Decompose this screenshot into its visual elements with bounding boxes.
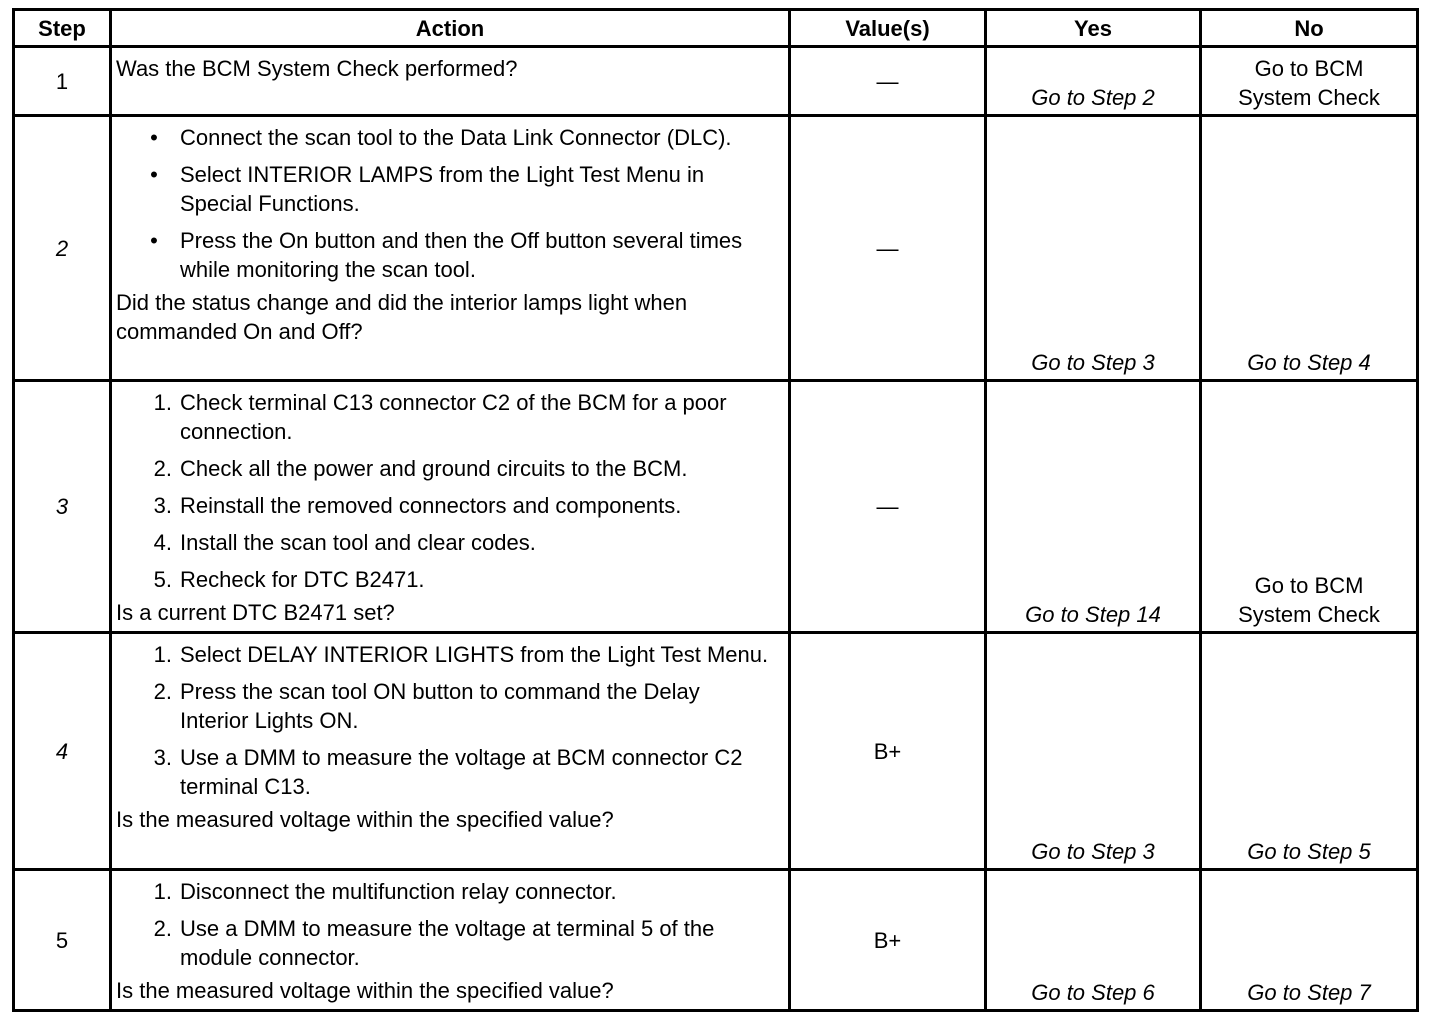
no-result-line1: Go to BCM	[1254, 56, 1364, 81]
no-result-line1: Go to BCM	[1254, 573, 1364, 598]
list-item-text: Recheck for DTC B2471.	[180, 567, 425, 592]
bullet-marker: •	[150, 125, 158, 150]
action-list	[116, 877, 774, 972]
table-row	[14, 116, 1418, 381]
no-cell	[1201, 870, 1418, 1011]
no-result	[1202, 48, 1416, 112]
no-cell	[1201, 116, 1418, 381]
yes-result: Go to Step 3	[1031, 350, 1155, 375]
header-yes: Yes	[986, 10, 1201, 47]
list-item	[116, 388, 774, 446]
no-result	[1202, 571, 1416, 629]
number-marker: 1.	[153, 879, 172, 904]
action-list	[116, 388, 774, 594]
list-item	[116, 743, 774, 801]
yes-cell	[986, 870, 1201, 1011]
action-cell	[111, 381, 790, 633]
value-cell: —	[790, 116, 986, 381]
no-result: Go to Step 5	[1247, 839, 1371, 864]
step-number: 1	[14, 47, 111, 116]
no-result-line2: System Check	[1238, 602, 1380, 627]
header-step: Step	[14, 10, 111, 47]
table-row	[14, 381, 1418, 633]
number-marker: 3.	[153, 745, 172, 770]
list-item-text: Use a DMM to measure the voltage at terminal 5 of the module connector.	[180, 916, 715, 970]
action-question: Did the status change and did the interior lamps light when commanded On and Off?	[116, 290, 688, 344]
list-item	[116, 914, 774, 972]
list-item	[116, 123, 774, 152]
list-item-text: Reinstall the removed connectors and components.	[180, 493, 682, 518]
list-item-text: Connect the scan tool to the Data Link Connector (DLC).	[180, 125, 732, 150]
yes-cell	[986, 47, 1201, 116]
yes-cell	[986, 116, 1201, 381]
yes-cell	[986, 633, 1201, 870]
action-question: Was the BCM System Check performed?	[116, 56, 518, 81]
no-cell	[1201, 47, 1418, 116]
header-no: No	[1201, 10, 1418, 47]
yes-result: Go to Step 3	[1031, 839, 1155, 864]
number-marker: 3.	[153, 493, 172, 518]
header-row	[14, 10, 1418, 47]
list-item	[116, 528, 774, 557]
header-value: Value(s)	[790, 10, 986, 47]
yes-result: Go to Step 6	[1031, 980, 1155, 1005]
table-row	[14, 870, 1418, 1011]
no-cell	[1201, 633, 1418, 870]
list-item-text: Check terminal C13 connector C2 of the BCM for a poor connection.	[180, 390, 727, 444]
header-action: Action	[111, 10, 790, 47]
action-question: Is the measured voltage within the specified value?	[116, 978, 614, 1003]
number-marker: 2.	[153, 916, 172, 941]
bullet-marker: •	[150, 228, 158, 253]
list-item-text: Select DELAY INTERIOR LIGHTS from the Light Test Menu.	[180, 642, 769, 667]
list-item-text: Check all the power and ground circuits to the BCM.	[180, 456, 688, 481]
list-item	[116, 160, 774, 218]
step-number: 4	[14, 633, 111, 870]
list-item-text: Use a DMM to measure the voltage at BCM connector C2 terminal C13.	[180, 745, 743, 799]
value-cell: —	[790, 381, 986, 633]
action-cell	[111, 633, 790, 870]
yes-cell	[986, 381, 1201, 633]
list-item	[116, 877, 774, 906]
yes-result: Go to Step 14	[1025, 602, 1161, 627]
action-question: Is the measured voltage within the specified value?	[116, 807, 614, 832]
list-item-text: Press the On button and then the Off button several times while monitoring the scan tool.	[180, 228, 743, 282]
list-item	[116, 640, 774, 669]
list-item	[116, 226, 774, 284]
action-list	[116, 640, 774, 801]
value-cell: —	[790, 47, 986, 116]
list-item-text: Press the scan tool ON button to command the Delay Interior Lights ON.	[180, 679, 700, 733]
number-marker: 1.	[153, 642, 172, 667]
step-number: 3	[14, 381, 111, 633]
action-cell	[111, 47, 790, 116]
list-item	[116, 491, 774, 520]
table-row	[14, 633, 1418, 870]
number-marker: 4.	[153, 530, 172, 555]
number-marker: 2.	[153, 679, 172, 704]
list-item	[116, 565, 774, 594]
no-result: Go to Step 7	[1247, 980, 1371, 1005]
list-item-text: Install the scan tool and clear codes.	[180, 530, 536, 555]
value-cell: B+	[790, 633, 986, 870]
step-number: 5	[14, 870, 111, 1011]
yes-result: Go to Step 2	[1031, 85, 1155, 110]
diagnostic-table	[12, 8, 1419, 1012]
table-row	[14, 47, 1418, 116]
step-number: 2	[14, 116, 111, 381]
number-marker: 2.	[153, 456, 172, 481]
action-list	[116, 123, 774, 284]
no-result: Go to Step 4	[1247, 350, 1371, 375]
number-marker: 1.	[153, 390, 172, 415]
number-marker: 5.	[153, 567, 172, 592]
no-cell	[1201, 381, 1418, 633]
list-item	[116, 677, 774, 735]
action-cell	[111, 116, 790, 381]
action-cell	[111, 870, 790, 1011]
list-item-text: Disconnect the multifunction relay connector.	[180, 879, 617, 904]
action-question: Is a current DTC B2471 set?	[116, 600, 395, 625]
list-item	[116, 454, 774, 483]
value-cell: B+	[790, 870, 986, 1011]
no-result-line2: System Check	[1238, 85, 1380, 110]
bullet-marker: •	[150, 162, 158, 187]
list-item-text: Select INTERIOR LAMPS from the Light Test Menu in Special Functions.	[180, 162, 705, 216]
